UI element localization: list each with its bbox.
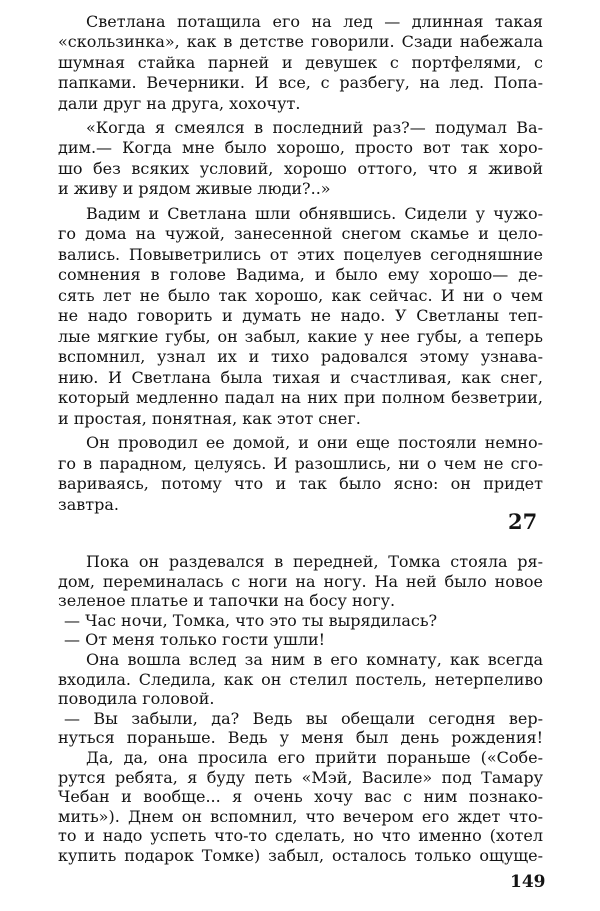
text-line: лые мягкие губы, он забыл, какие у нее губы, а теперь [58,327,543,346]
text-line: зеленое платье и тапочки на босу ногу. [58,591,396,610]
text-line: поводила головой. [58,689,215,708]
text-line: дом, переминалась с ноги на ногу. На ней было новое [58,572,543,591]
text-line: Светлана потащила его на лед — длинная такая [86,12,543,31]
text-line: нию. И Светлана была тихая и счастливая, как снег, [58,368,543,387]
dialogue-line: — Час ночи, Томка, что это ты вырядилась? [64,611,438,630]
text-line: рутся ребята, я буду петь «Мэй, Василе» под Тамару [58,768,543,787]
text-line: вспомнил, узнал их и тихо радовался этому узнава- [58,347,543,366]
text-line: который медленно падал на них при полном безветрии, [58,388,543,407]
text-line: не надо говорить и думать не надо. У Светланы теп- [58,306,543,325]
page-number: 149 [510,872,546,892]
text-line: и живу и рядом живые люди?..» [58,179,331,198]
dialogue-line: — Вы забыли, да? Ведь вы обещали сегодня вер- [64,709,543,728]
text-line: сять лет не было так хорошо, как сейчас. И ни о чем [58,286,543,305]
text-line: Он проводил ее домой, и они еще постояли немно- [86,433,543,452]
dialogue-line: — От меня только гости ушли! [64,630,326,649]
text-line: купить подарок Томке) забыл, осталось только ощуще- [58,846,543,865]
text-line: сомнения в голове Вадима, и было ему хорошо— де- [58,265,543,284]
chapter-number: 27 [508,509,538,534]
text-line: Вадим и Светлана шли обнявшись. Сидели у чужо- [86,204,543,223]
text-line: нуться пораньше. Ведь у меня был день рождения! [58,728,543,747]
text-line: вариваясь, потому что и так было ясно: он придет [58,474,543,493]
text-line: Пока он раздевался в передней, Томка стояла ря- [86,552,543,571]
text-line: папками. Вечерники. И все, с разбегу, на лед. Попа- [58,73,543,92]
text-line: шо без всяких условий, хорошо оттого, что я живой [58,159,543,178]
text-line: го дома на чужой, занесенной снегом скамье и цело- [58,224,543,243]
text-line: дим.— Когда мне было хорошо, просто вот так хоро- [58,138,543,157]
text-line: входила. Следила, как он стелил постель, нетерпеливо [58,670,543,689]
text-line: шумная стайка парней и девушек с портфелями, с [58,53,543,72]
text-line: го в парадном, целуясь. И разошлись, ни о чем не сго- [58,454,543,473]
text-line: вались. Повыветрились от этих поцелуев сегодняшние [58,245,543,264]
text-line: мить»). Днем он вспомнил, что вечером его ждет что- [58,807,543,826]
text-line: и простая, понятная, как этот снег. [58,409,361,428]
text-line: дали друг на друга, хохочут. [58,94,301,113]
text-line: «Когда я смеялся в последний раз?— подумал Ва- [86,118,543,137]
text-line: Чебан и вообще... я очень хочу вас с ним познако- [58,787,543,806]
text-line: завтра. [58,495,119,514]
text-line: то и надо успеть что-то сделать, но что именно (хотел [58,826,543,845]
text-line: Да, да, она просила его прийти пораньше («Собе- [86,748,543,767]
text-line: Она вошла вслед за ним в его комнату, как всегда [86,650,543,669]
text-line: «скользинка», как в детстве говорили. Сзади набежала [58,32,543,51]
